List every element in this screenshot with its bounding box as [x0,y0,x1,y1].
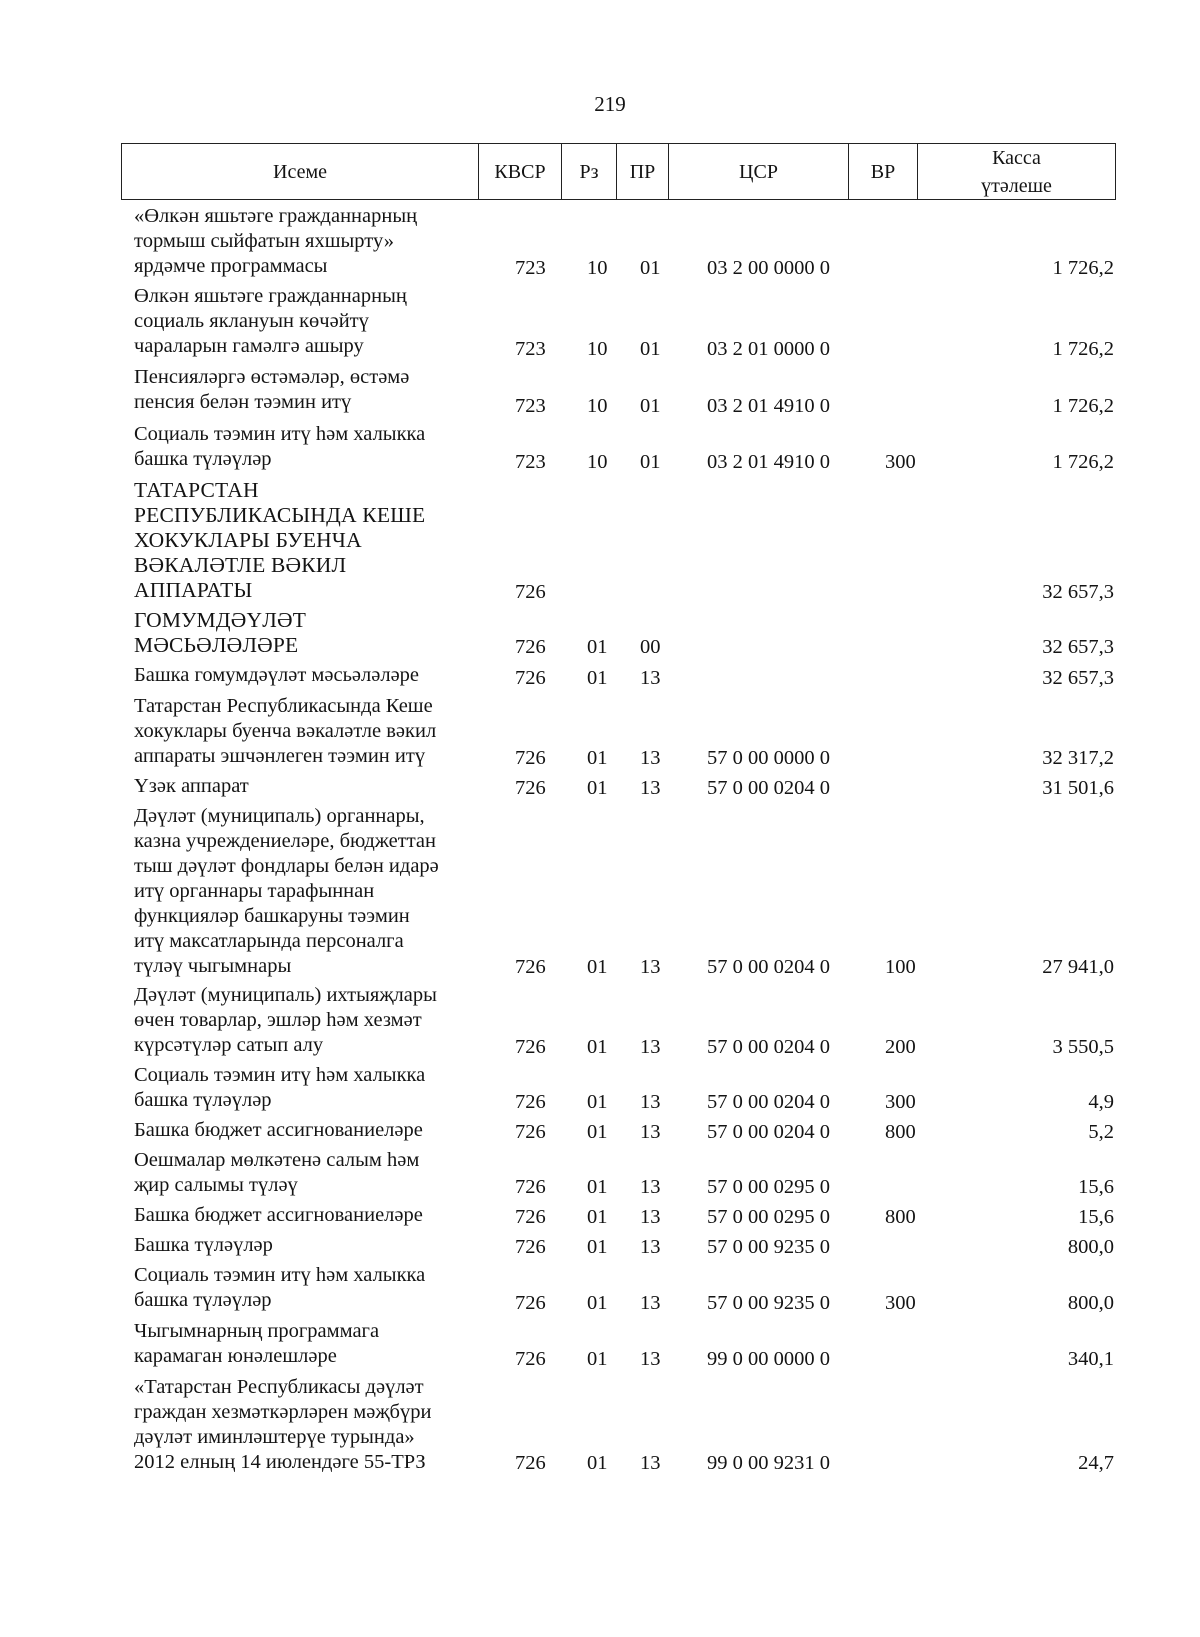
row-amount: 15,6 [1078,1176,1114,1198]
row-name: ГОМУМДӘҮЛӘТ МӘСЬӘЛӘЛӘРЕ [134,608,307,657]
row-amount: 800,0 [1067,1292,1114,1314]
table-row [0,284,1200,365]
table-row [0,1263,1200,1319]
row-rz: 10 [587,451,608,473]
row-amount: 4,9 [1088,1091,1114,1113]
page-number: 219 [594,92,626,116]
row-name: Дәүләт (муниципаль) ихтыяҗлары өчен товарлар, эшләр һәм хезмәт күрсәтүләр сатып алу [134,984,437,1056]
row-csr: 57 0 00 9235 0 [707,1236,830,1258]
row-kvsr: 726 [515,1206,546,1228]
row-csr: 57 0 00 0204 0 [707,1091,830,1113]
table-row [0,608,1200,663]
row-name: Социаль тәэмин итү һәм халыкка башка түләүләр [134,423,426,470]
row-name: Үзәк аппарат [134,775,249,797]
row-kvsr: 726 [515,1292,546,1314]
row-name: ТАТАРСТАН РЕСПУБЛИКАСЫНДА КЕШЕ ХОКУКЛАРЫ БУЕНЧА ВӘКАЛӘТЛЕ ВӘКИЛ АППАРАТЫ [134,478,426,602]
row-csr: 57 0 00 0204 0 [707,1121,830,1143]
table-row [0,1118,1200,1148]
row-name: «Өлкән яшьтәге гражданнарның тормыш сыйфатын яхшырту» ярдәмче программасы [134,205,418,277]
row-kvsr: 726 [515,747,546,769]
header-vr: ВР [848,144,917,199]
row-amount: 1 726,2 [1052,451,1114,473]
row-pr: 13 [640,1091,661,1113]
row-pr: 01 [640,338,661,360]
row-pr: 13 [640,1236,661,1258]
row-amount: 27 941,0 [1042,956,1114,978]
row-rz: 01 [587,1176,608,1198]
row-pr: 13 [640,1348,661,1370]
header-rz: Рз [561,144,616,199]
row-kvsr: 726 [515,956,546,978]
table-row [0,1203,1200,1233]
row-vr: 300 [885,1091,916,1113]
row-name: Өлкән яшьтәге гражданнарның социаль яклануын көчәйтү чараларын гамәлгә ашыру [134,285,407,357]
row-rz: 01 [587,1292,608,1314]
row-rz: 01 [587,1091,608,1113]
row-rz: 01 [587,1236,608,1258]
table-row [0,1375,1200,1479]
row-vr: 800 [885,1206,916,1228]
table-header [121,143,1116,200]
row-amount: 340,1 [1067,1348,1114,1370]
header-amount-line1: Касса [992,146,1041,169]
row-rz: 01 [587,636,608,658]
header-pr: ПР [616,144,668,199]
row-amount: 24,7 [1078,1452,1114,1474]
row-amount: 15,6 [1078,1206,1114,1228]
row-amount: 5,2 [1088,1121,1114,1143]
table-row [0,1063,1200,1118]
table-row [0,694,1200,774]
row-pr: 01 [640,451,661,473]
row-rz: 01 [587,747,608,769]
row-rz: 01 [587,1206,608,1228]
row-csr: 99 0 00 0000 0 [707,1348,830,1370]
row-rz: 01 [587,667,608,689]
header-kvsr: КВСР [478,144,561,199]
row-pr: 13 [640,1452,661,1474]
header-amount [917,144,1115,199]
row-amount: 800,0 [1067,1236,1114,1258]
row-kvsr: 726 [515,1236,546,1258]
row-vr: 100 [885,956,916,978]
row-kvsr: 723 [515,338,546,360]
row-csr: 57 0 00 0204 0 [707,1036,830,1058]
header-csr: ЦСР [668,144,848,199]
row-kvsr: 726 [515,1091,546,1113]
row-name: Башка бюджет ассигнованиеләре [134,1204,423,1226]
table-row [0,1233,1200,1263]
row-name: Дәүләт (муниципаль) органнары, казна учреждениеләре, бюджеттан тыш дәүләт фондлары белән идарә итү органнары тарафыннан функцияләр башкаруны тәэмин итү максатларында персоналга түләү чыгымнары [134,805,439,977]
row-name: Социаль тәэмин итү һәм халыкка башка түләүләр [134,1064,426,1111]
row-vr: 300 [885,451,916,473]
row-amount: 3 550,5 [1052,1036,1114,1058]
row-amount: 1 726,2 [1052,338,1114,360]
row-name: Башка бюджет ассигнованиеләре [134,1119,423,1141]
row-amount: 31 501,6 [1042,777,1114,799]
row-csr: 57 0 00 9235 0 [707,1292,830,1314]
row-csr: 57 0 00 0295 0 [707,1176,830,1198]
row-amount: 32 657,3 [1042,581,1114,603]
header-amount-line2: үтәлеше [981,174,1052,197]
row-rz: 01 [587,1348,608,1370]
row-kvsr: 726 [515,667,546,689]
row-rz: 01 [587,777,608,799]
row-name: Оешмалар мөлкәтенә салым һәм җир салымы түләү [134,1149,420,1196]
row-kvsr: 723 [515,451,546,473]
row-rz: 10 [587,257,608,279]
row-kvsr: 726 [515,1036,546,1058]
row-kvsr: 726 [515,581,546,603]
row-vr: 200 [885,1036,916,1058]
table-row [0,983,1200,1063]
row-kvsr: 726 [515,777,546,799]
table-body [0,204,1200,1479]
row-kvsr: 726 [515,1176,546,1198]
row-kvsr: 723 [515,257,546,279]
row-amount: 32 657,3 [1042,636,1114,658]
row-rz: 01 [587,1121,608,1143]
table-row [0,804,1200,983]
row-kvsr: 726 [515,1121,546,1143]
row-rz: 01 [587,956,608,978]
row-kvsr: 726 [515,1452,546,1474]
table-row [0,365,1200,422]
row-csr: 57 0 00 0204 0 [707,956,830,978]
row-name: «Татарстан Республикасы дәүләт граждан хезмәткәрләрен мәҗбүри дәүләт иминләштерүе турында» 2012 елның 14 июлендәге 55-ТРЗ [134,1376,432,1473]
row-csr: 03 2 01 0000 0 [707,338,830,360]
row-kvsr: 723 [515,395,546,417]
row-pr: 01 [640,395,661,417]
row-kvsr: 726 [515,1348,546,1370]
row-rz: 10 [587,395,608,417]
row-pr: 13 [640,1176,661,1198]
header-name: Исеме [273,160,327,183]
row-name: Социаль тәэмин итү һәм халыкка башка түләүләр [134,1264,426,1311]
row-name: Татарстан Республикасында Кеше хокуклары буенча вәкаләтле вәкил аппараты эшчәнлеген тәэмин итү [134,695,437,767]
row-pr: 13 [640,1206,661,1228]
row-pr: 13 [640,956,661,978]
table-row [0,663,1200,694]
row-pr: 13 [640,1121,661,1143]
table-row [0,774,1200,804]
row-pr: 01 [640,257,661,279]
row-name: Башка түләүләр [134,1234,273,1256]
row-pr: 13 [640,777,661,799]
row-amount: 1 726,2 [1052,395,1114,417]
row-csr: 03 2 01 4910 0 [707,395,830,417]
row-pr: 13 [640,667,661,689]
row-pr: 13 [640,1036,661,1058]
row-vr: 300 [885,1292,916,1314]
row-name: Чыгымнарның программага карамаган юнәлешләре [134,1320,380,1367]
row-csr: 03 2 01 4910 0 [707,451,830,473]
row-rz: 01 [587,1452,608,1474]
row-pr: 00 [640,636,661,658]
row-csr: 57 0 00 0000 0 [707,747,830,769]
row-name: Башка гомумдәүләт мәсьәләләре [134,664,420,686]
table-row [0,204,1200,284]
row-csr: 99 0 00 9231 0 [707,1452,830,1474]
row-rz: 10 [587,338,608,360]
row-csr: 03 2 00 0000 0 [707,257,830,279]
row-rz: 01 [587,1036,608,1058]
table-row [0,422,1200,478]
row-name: Пенсияләргә өстәмәләр, өстәмә пенсия белән тәэмин итү [134,366,410,413]
row-amount: 32 657,3 [1042,667,1114,689]
table-row [0,1148,1200,1203]
table-row [0,478,1200,608]
row-amount: 1 726,2 [1052,257,1114,279]
row-csr: 57 0 00 0295 0 [707,1206,830,1228]
row-kvsr: 726 [515,636,546,658]
row-vr: 800 [885,1121,916,1143]
row-pr: 13 [640,1292,661,1314]
table-row [0,1319,1200,1375]
row-csr: 57 0 00 0204 0 [707,777,830,799]
row-pr: 13 [640,747,661,769]
row-amount: 32 317,2 [1042,747,1114,769]
